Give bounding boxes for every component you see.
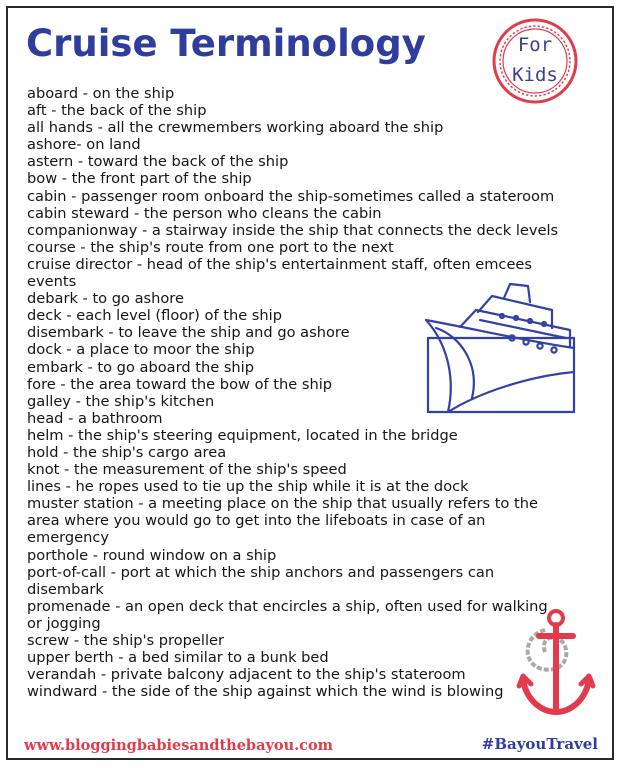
term-port-of-call: port-of-call - port at which the ship anchors and passengers can disembark [27, 563, 495, 598]
term-all-hands: all hands - all the crewmembers working aboard the ship [27, 119, 444, 137]
term-head: head - a bathroom [27, 409, 163, 427]
anchor-icon [515, 606, 597, 722]
website-url[interactable]: www.bloggingbabiesandthebayou.com [24, 737, 333, 754]
term-companionway: companionway - a stairway inside the ship that connects the deck levels [27, 221, 559, 239]
for-kids-badge [492, 30, 578, 90]
badge-line-2: Kids [512, 64, 558, 86]
term-upper-berth: upper berth - a bed similar to a bunk bed [27, 649, 329, 667]
term-hold: hold - the ship's cargo area [27, 443, 227, 461]
term-astern: astern - toward the back of the ship [27, 153, 289, 171]
term-debark: debark - to go ashore [27, 290, 184, 308]
term-disembark: disembark - to leave the ship and go ashore [27, 324, 350, 342]
term-bow: bow - the front part of the ship [27, 170, 252, 188]
term-embark: embark - to go aboard the ship [27, 358, 255, 376]
term-verandah: verandah - private balcony adjacent to the ship's stateroom [27, 666, 466, 684]
term-cruise-director: cruise director - head of the ship's entertainment staff, often emcees events [27, 255, 533, 291]
term-cabin: cabin - passenger room onboard the ship-sometimes called a stateroom [27, 187, 555, 205]
term-screw: screw - the ship's propeller [27, 632, 224, 649]
hashtag: #BayouTravel [481, 735, 598, 753]
page-title: Cruise Terminology [26, 22, 426, 65]
term-course: course - the ship's route from one port to the next [27, 238, 394, 256]
term-aboard: aboard - on the ship [27, 85, 175, 102]
term-lines: lines - he ropes used to tie up the ship while it is at the dock [27, 478, 469, 496]
term-aft: aft - the back of the ship [27, 102, 207, 120]
term-galley: galley - the ship's kitchen [27, 392, 215, 410]
term-dock: dock - a place to moor the ship [27, 341, 255, 359]
term-fore: fore - the area toward the bow of the ship [27, 375, 333, 393]
term-cabin-steward: cabin steward - the person who cleans the cabin [27, 204, 382, 222]
term-muster-station: muster station - a meeting place on the ship that usually refers to the area where you would go to get into the lifeboats in case of an emergency [27, 495, 538, 547]
term-promenade: promenade - an open deck that encircles a ship, often used for walking or jogging [27, 597, 548, 632]
cruise-ship-icon [420, 280, 578, 416]
term-windward: windward - the side of the ship against which the wind is blowing [27, 683, 504, 701]
term-deck: deck - each level (floor) of the ship [27, 307, 282, 325]
term-porthole: porthole - round window on a ship [27, 546, 277, 564]
term-ashore: ashore- on land [27, 136, 141, 154]
term-helm: helm - the ship's steering equipment, located in the bridge [27, 426, 458, 444]
term-knot: knot - the measurement of the ship's speed [27, 461, 347, 479]
badge-line-1: For [517, 34, 553, 56]
